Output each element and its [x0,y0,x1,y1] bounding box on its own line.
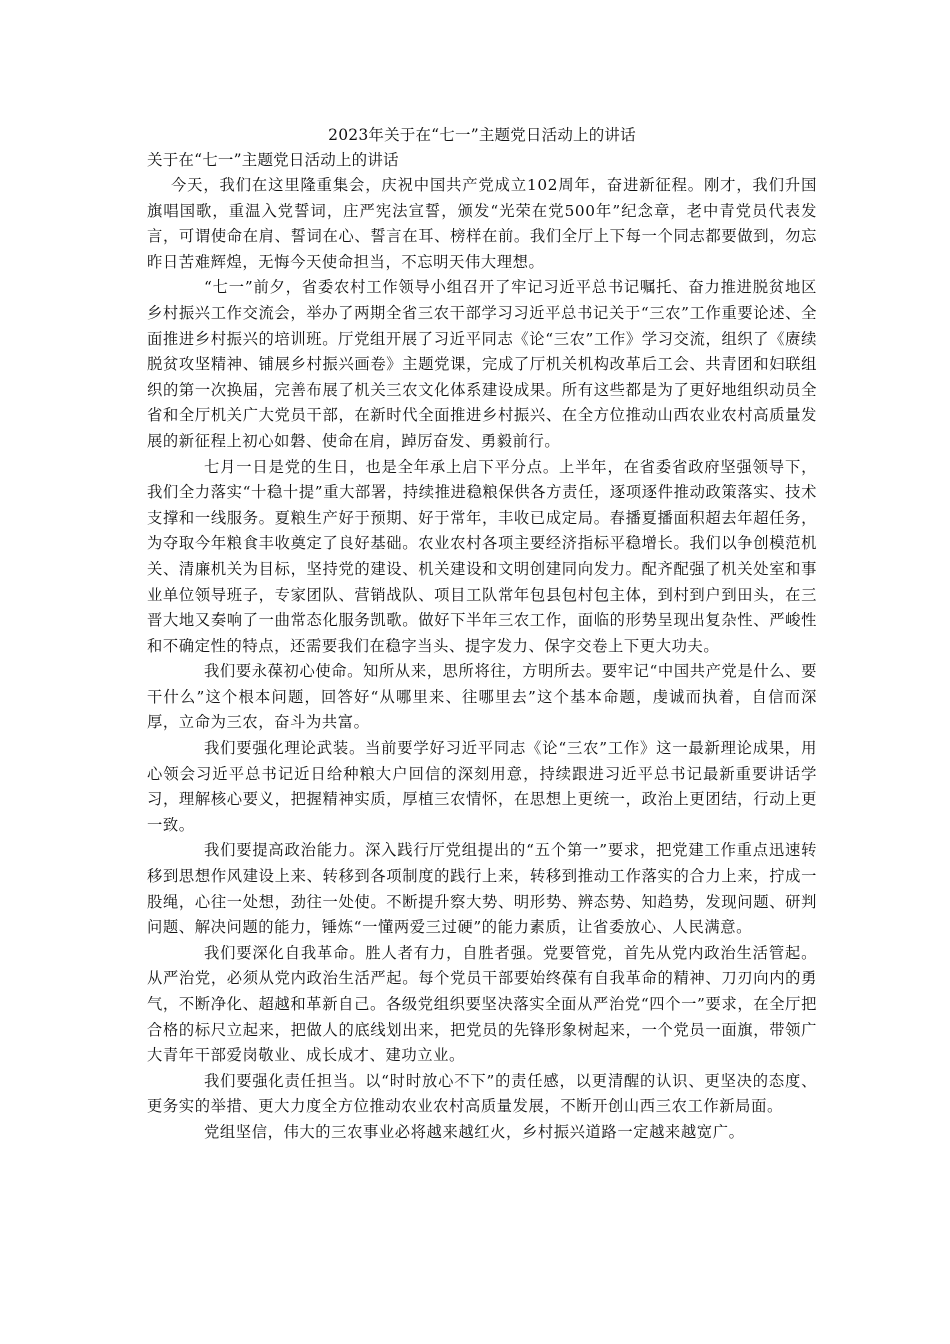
document-title: 2023年关于在“七一”主题党日活动上的讲话 [328,126,636,144]
paragraph-closing: 党组坚信，伟大的三农事业必将越来越红火，乡村振兴道路一定越来越宽广。 [204,1122,745,1141]
paragraph-july-first-eve: “七一”前夕，省委农村工作领导小组召开了牢记习近平总书记嘱托、奋力推进脱贫地区乡村振兴工作交流会，举办了两期全省三农干部学习习近平总书记关于“三农”工作重要论述、全面推进乡村振兴的培训班。厅党组开展了习近平同志《论“三农”工作》学习交流，组织了《赓续脱贫攻坚精神、铺展乡村振兴画卷》主题党课，完成了厅机关机构改革后工会、共青团和妇联组织的第一次换届，完善布展了机关三农文化体系建设成果。所有这些都是为了更好地组织动员全省和全厅机关广大党员干部，在新时代全面推进乡村振兴、在全方位推动山西农业农村高质量发展的新征程上初心如磐、使命在肩，踔厉奋发、勇毅前行。 [147,278,817,450]
paragraph-responsibility: 我们要强化责任担当。以“时时放心不下”的责任感，以更清醒的认识、更坚决的态度、更务实的举措、更大力度全方位推动农业农村高质量发展，不断开创山西三农工作新局面。 [147,1071,817,1116]
paragraph-political-ability: 我们要提高政治能力。深入践行厅党组提出的“五个第一”要求，把党建工作重点迅速转移到思想作风建设上来、转移到各项制度的践行上来，转移到推动工作落实的合力上来，拧成一股绳，心往一处想，劲往一处使。不断提升察大势、明形势、辨态势、知趋势，发现问题、研判问题、解决问题的能力，锤炼“一懂两爱三过硬”的能力素质，让省委放心、人民满意。 [147,841,817,937]
paragraph-opening: 今天，我们在这里隆重集会，庆祝中国共产党成立102周年，奋进新征程。刚才，我们升国旗唱国歌，重温入党誓词，庄严宪法宣誓，颁发“光荣在党500年”纪念章，老中青党员代表发言，可谓使命在肩、誓词在心、誓言在耳、榜样在前。我们全厅上下每一个同志都要做到，勿忘昨日苦难辉煌，无悔今天使命担当，不忘明天伟大理想。 [147,176,817,271]
document-subtitle: 关于在“七一”主题党日活动上的讲话 [147,151,399,169]
paragraph-self-revolution: 我们要深化自我革命。胜人者有力，自胜者强。党要管党，首先从党内政治生活管起。从严治党，必须从党内政治生活严起。每个党员干部要始终葆有自我革命的精神、刀刃向内的勇气，不断净化、超越和革新自己。各级党组织要坚决落实全面从严治党“四个一”要求，在全厅把合格的标尺立起来，把做人的底线划出来，把党员的先锋形象树起来，一个党员一面旗，带领广大青年干部爱岗敬业、成长成才、建功立业。 [147,943,817,1065]
document-body [147,123,817,1146]
paragraph-original-mission: 我们要永葆初心使命。知所从来，思所将往，方明所去。要牢记“中国共产党是什么、要干什么”这个根本问题，回答好“从哪里来、往哪里去”这个基本命题，虔诚而执着，自信而深厚，立命为三农，奋斗为共富。 [147,662,817,732]
paragraph-party-birthday: 七月一日是党的生日，也是全年承上启下平分点。上半年，在省委省政府坚强领导下，我们全力落实“十稳十提”重大部署，持续推进稳粮保供各方责任，逐项逐件推动政策落实、技术支撑和一线服务。夏粮生产好于预期、好于常年，丰收已成定局。春播夏播面积超去年超任务，为夺取今年粮食丰收奠定了良好基础。农业农村各项主要经济指标平稳增长。我们以争创模范机关、清廉机关为目标，坚持党的建设、机关建设和文明创建同向发力。配齐配强了机关处室和事业单位领导班子，专家团队、营销战队、项目工队常年包县包村包主体，到村到户到田头，在三晋大地又奏响了一曲常态化服务凯歌。做好下半年三农工作，面临的形势呈现出复杂性、严峻性和不确定性的特点，还需要我们在稳字当头、提字发力、保字交卷上下更大功夫。 [147,457,817,655]
paragraph-theory-study: 我们要强化理论武装。当前要学好习近平同志《论“三农”工作》这一最新理论成果，用心领会习近平总书记近日给种粮大户回信的深刻用意，持续跟进习近平总书记最新重要讲话学习，理解核心要义，把握精神实质，厚植三农情怀，在思想上更统一，政治上更团结，行动上更一致。 [147,739,817,834]
